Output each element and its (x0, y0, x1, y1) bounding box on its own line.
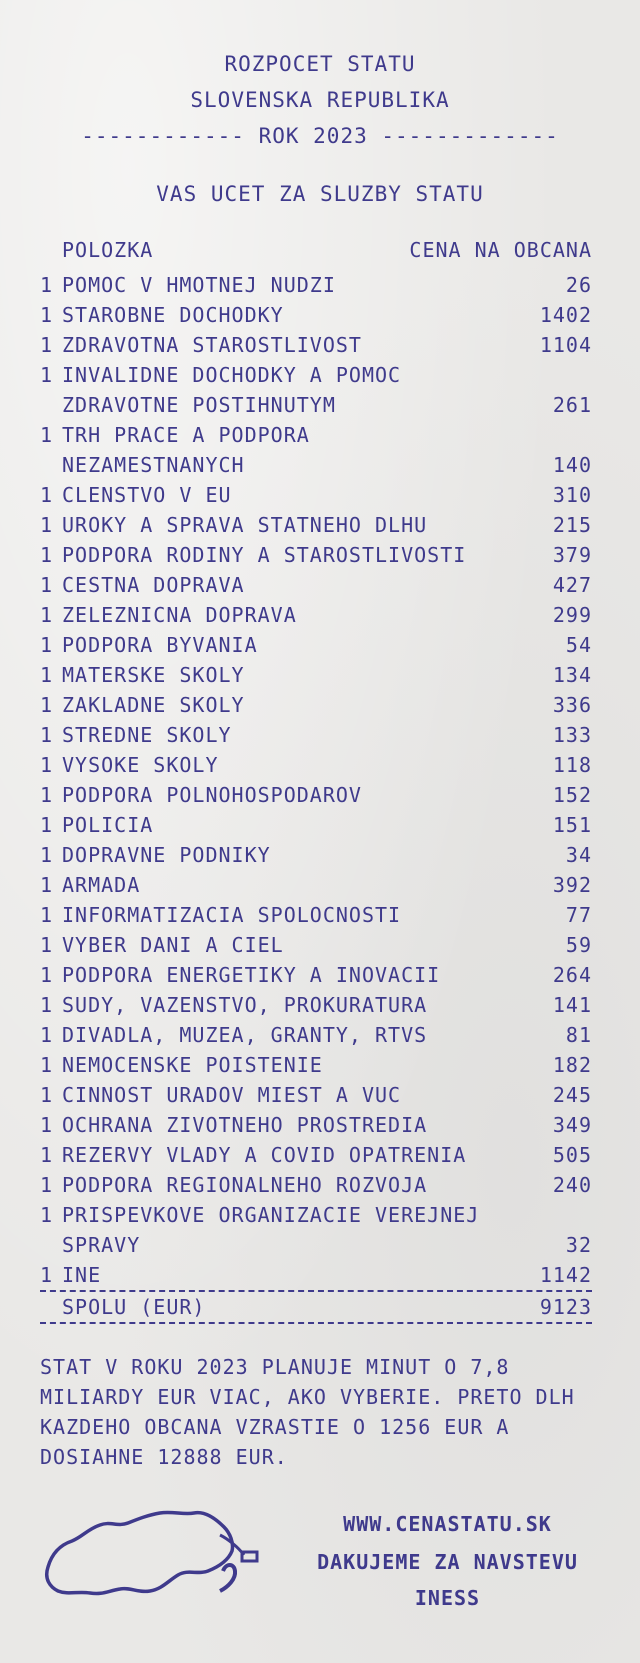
list-item (40, 690, 592, 720)
item-quantity: 1 (40, 693, 54, 717)
item-quantity: 1 (40, 603, 54, 627)
list-item (40, 990, 592, 1020)
list-item (40, 720, 592, 750)
item-price: 133 (552, 723, 592, 747)
list-item (40, 1140, 592, 1170)
item-label: ARMADA (62, 873, 141, 897)
list-item (40, 1050, 592, 1080)
list-item (40, 360, 592, 420)
item-price: 336 (552, 693, 592, 717)
item-label: UROKY A SPRAVA STATNEHO DLHU (62, 513, 428, 537)
item-price: 59 (565, 933, 592, 957)
item-quantity: 1 (40, 1083, 54, 1107)
thank-you-text: DAKUJEME ZA NAVSTEVU (317, 1550, 578, 1574)
list-item (40, 960, 592, 990)
item-quantity: 1 (40, 573, 54, 597)
item-label: PODPORA POLNOHOSPODAROV (62, 783, 362, 807)
item-quantity: 1 (40, 543, 54, 567)
item-label: DIVADLA, MUZEA, GRANTY, RTVS (62, 1023, 428, 1047)
item-price: 54 (565, 633, 592, 657)
receipt-title: ROZPOCET STATU (224, 52, 416, 76)
item-quantity: 1 (40, 783, 54, 807)
list-item (40, 930, 592, 960)
item-price: 77 (565, 903, 592, 927)
item-label: OCHRANA ZIVOTNEHO PROSTREDIA (62, 1113, 428, 1137)
list-item (40, 330, 592, 360)
list-item (40, 300, 592, 330)
item-quantity: 1 (40, 423, 54, 447)
list-item (40, 1260, 592, 1290)
list-item (40, 540, 592, 570)
column-item-header: POLOZKA (62, 238, 154, 262)
item-price: 1104 (539, 333, 592, 357)
item-label: INFORMATIZACIA SPOLOCNOSTI (62, 903, 402, 927)
item-price: 1142 (539, 1263, 592, 1287)
item-quantity: 1 (40, 1023, 54, 1047)
total-row (40, 1292, 592, 1322)
item-list (40, 270, 592, 1324)
item-quantity: 1 (40, 1203, 54, 1227)
item-price: 240 (552, 1173, 592, 1197)
list-item (40, 630, 592, 660)
item-label: NEMOCENSKE POISTENIE (62, 1053, 323, 1077)
item-label: CLENSTVO V EU (62, 483, 232, 507)
item-label: INVALIDNE DOCHODKY A POMOC ZDRAVOTNE POSTIHNUTYM (62, 363, 402, 417)
item-price: 81 (565, 1023, 592, 1047)
item-price: 427 (552, 573, 592, 597)
slovakia-map-icon (38, 1505, 263, 1605)
item-quantity: 1 (40, 993, 54, 1017)
item-quantity: 1 (40, 1053, 54, 1077)
receipt-subtitle: VAS UCET ZA SLUZBY STATU (156, 182, 484, 206)
list-item (40, 1200, 592, 1260)
item-label: ZDRAVOTNA STAROSTLIVOST (62, 333, 362, 357)
item-label: REZERVY VLADY A COVID OPATRENIA (62, 1143, 467, 1167)
list-item (40, 660, 592, 690)
item-price: 141 (552, 993, 592, 1017)
organization-name: INESS (414, 1586, 481, 1610)
item-price: 152 (552, 783, 592, 807)
item-price: 26 (565, 273, 592, 297)
item-price: 349 (552, 1113, 592, 1137)
item-label: DOPRAVNE PODNIKY (62, 843, 271, 867)
item-label: PODPORA RODINY A STAROSTLIVOSTI (62, 543, 467, 567)
item-label: ZELEZNICNA DOPRAVA (62, 603, 297, 627)
list-item (40, 1080, 592, 1110)
item-quantity: 1 (40, 903, 54, 927)
item-price: 264 (552, 963, 592, 987)
website-link[interactable]: WWW.CENASTATU.SK (343, 1512, 552, 1536)
divider (40, 1322, 592, 1324)
list-item (40, 1110, 592, 1140)
total-label: SPOLU (EUR) (62, 1295, 206, 1319)
column-headers (62, 238, 592, 262)
column-price-header: CENA NA OBCANA (409, 238, 592, 262)
item-label: CESTNA DOPRAVA (62, 573, 245, 597)
item-quantity: 1 (40, 723, 54, 747)
item-quantity: 1 (40, 963, 54, 987)
item-quantity: 1 (40, 633, 54, 657)
item-label: INE (62, 1263, 102, 1287)
list-item (40, 600, 592, 630)
item-price: 310 (552, 483, 592, 507)
item-quantity: 1 (40, 843, 54, 867)
item-price: 182 (552, 1053, 592, 1077)
list-item (40, 750, 592, 780)
item-quantity: 1 (40, 813, 54, 837)
item-label: MATERSKE SKOLY (62, 663, 245, 687)
item-quantity: 1 (40, 1263, 54, 1287)
list-item (40, 870, 592, 900)
item-price: 505 (552, 1143, 592, 1167)
item-quantity: 1 (40, 1113, 54, 1137)
item-price: 215 (552, 513, 592, 537)
item-quantity: 1 (40, 1143, 54, 1167)
list-item (40, 420, 592, 480)
item-price: 379 (552, 543, 592, 567)
list-item (40, 1170, 592, 1200)
list-item (40, 780, 592, 810)
item-price: 151 (552, 813, 592, 837)
list-item (40, 480, 592, 510)
list-item (40, 510, 592, 540)
item-quantity: 1 (40, 873, 54, 897)
total-value: 9123 (539, 1295, 592, 1319)
item-label: POLICIA (62, 813, 154, 837)
item-label: CINNOST URADOV MIEST A VUC (62, 1083, 402, 1107)
item-label: PRISPEVKOVE ORGANIZACIE VEREJNEJ SPRAVY (62, 1203, 480, 1257)
list-item (40, 1020, 592, 1050)
item-label: PODPORA BYVANIA (62, 633, 258, 657)
item-price: 261 (552, 393, 592, 417)
item-price: 134 (552, 663, 592, 687)
year-line: ------------ ROK 2023 ------------- (81, 124, 559, 148)
item-quantity: 1 (40, 1173, 54, 1197)
item-label: VYBER DANI A CIEL (62, 933, 284, 957)
item-label: STAROBNE DOCHODKY (62, 303, 284, 327)
deficit-note: STAT V ROKU 2023 PLANUJE MINUT O 7,8 MILIARDY EUR VIAC, AKO VYBERIE. PRETO DLH KAZDEHO OBCANA VZRASTIE O 1256 EUR A DOSIAHNE 12888 EUR. (40, 1355, 575, 1469)
list-item (40, 270, 592, 300)
item-label: PODPORA REGIONALNEHO ROZVOJA (62, 1173, 428, 1197)
item-quantity: 1 (40, 273, 54, 297)
item-label: SUDY, VAZENSTVO, PROKURATURA (62, 993, 428, 1017)
list-item (40, 900, 592, 930)
item-quantity: 1 (40, 753, 54, 777)
list-item (40, 570, 592, 600)
item-quantity: 1 (40, 663, 54, 687)
country-name: SLOVENSKA REPUBLIKA (190, 88, 450, 112)
item-price: 299 (552, 603, 592, 627)
item-quantity: 1 (40, 513, 54, 537)
list-item (40, 840, 592, 870)
item-label: TRH PRACE A PODPORA NEZAMESTNANYCH (62, 423, 310, 477)
item-label: POMOC V HMOTNEJ NUDZI (62, 273, 336, 297)
item-price: 32 (565, 1233, 592, 1257)
item-price: 118 (552, 753, 592, 777)
item-quantity: 1 (40, 483, 54, 507)
item-price: 34 (565, 843, 592, 867)
item-quantity: 1 (40, 303, 54, 327)
item-quantity: 1 (40, 333, 54, 357)
item-price: 392 (552, 873, 592, 897)
item-label: PODPORA ENERGETIKY A INOVACII (62, 963, 441, 987)
item-price: 245 (552, 1083, 592, 1107)
item-label: VYSOKE SKOLY (62, 753, 219, 777)
item-quantity: 1 (40, 933, 54, 957)
item-quantity: 1 (40, 363, 54, 387)
item-label: STREDNE SKOLY (62, 723, 232, 747)
item-label: ZAKLADNE SKOLY (62, 693, 245, 717)
list-item (40, 810, 592, 840)
item-price: 1402 (539, 303, 592, 327)
item-price: 140 (552, 453, 592, 477)
